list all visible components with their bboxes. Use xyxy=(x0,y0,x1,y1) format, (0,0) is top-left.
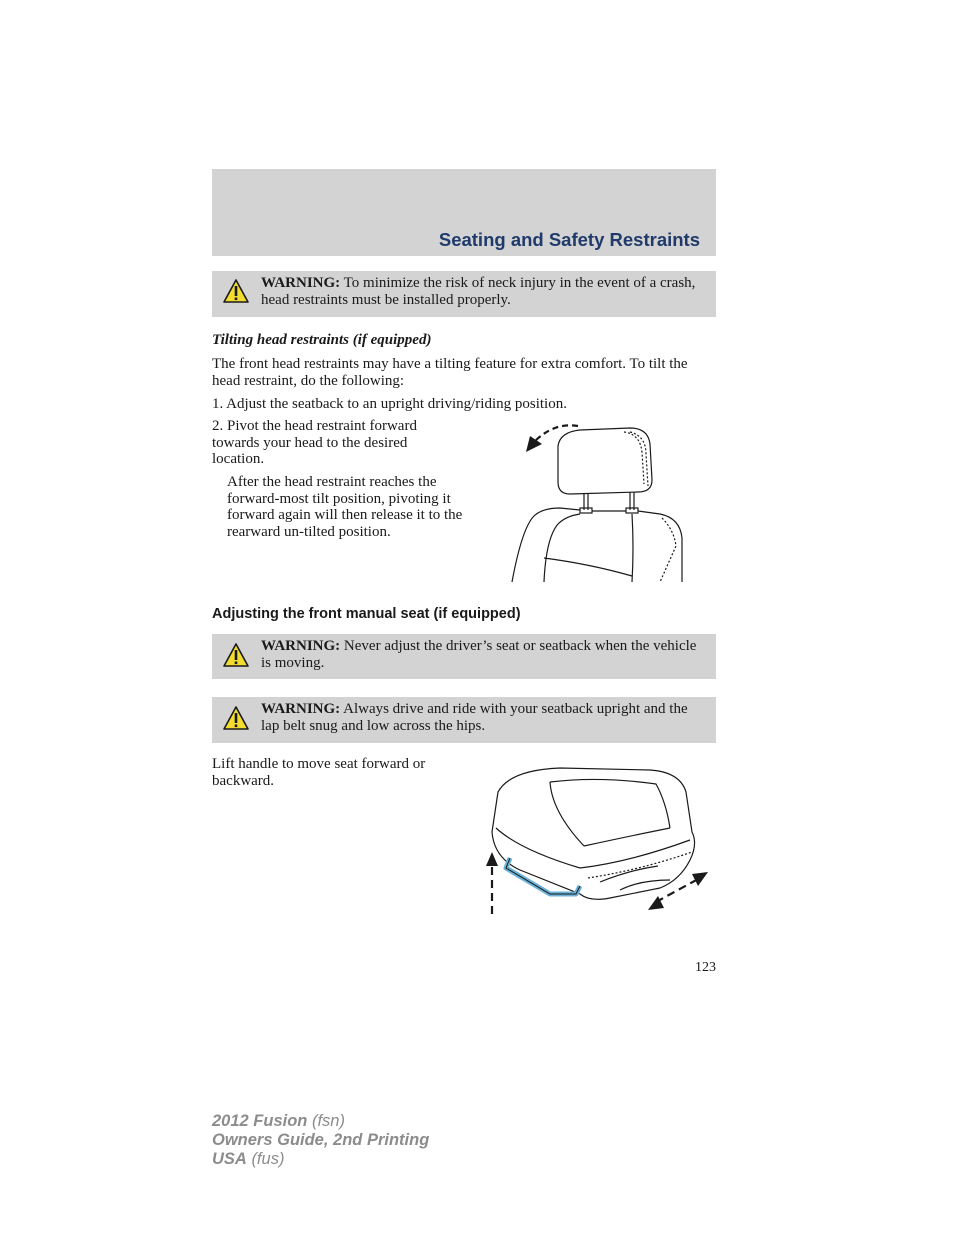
warning-box-neck-injury xyxy=(212,271,716,317)
section-header xyxy=(212,169,716,256)
warning-label: WARNING: xyxy=(261,275,341,291)
footer-model-code: (fsn) xyxy=(311,1112,345,1130)
warning-box-seatback-upright xyxy=(212,697,716,743)
warning-body: Never adjust the driver’s seat or seatback when the vehicle is moving. xyxy=(261,638,697,671)
warning-text xyxy=(261,275,707,308)
warning-body: Always drive and ride with your seatback upright and the lap belt snug and low across the hips. xyxy=(261,701,688,734)
head-restraint-illustration xyxy=(500,418,690,586)
warning-text xyxy=(261,638,707,671)
footer-market: USA xyxy=(212,1150,247,1168)
warning-label: WARNING: xyxy=(261,638,341,654)
footer-market-code: (fus) xyxy=(251,1150,285,1168)
warning-text xyxy=(261,701,707,734)
warning-label: WARNING: xyxy=(261,701,341,717)
footer-model: 2012 Fusion xyxy=(212,1112,308,1130)
document-footer xyxy=(212,1112,429,1169)
page-number: 123 xyxy=(695,960,716,975)
footer-guide: Owners Guide, 2nd Printing xyxy=(212,1131,430,1149)
step-2: 2. Pivot the head restraint forward towards your head to the desired location. xyxy=(212,418,417,467)
warning-triangle-icon xyxy=(222,705,250,731)
warning-box-driver-seat xyxy=(212,634,716,679)
warning-triangle-icon xyxy=(222,278,250,304)
seat-cushion-illustration xyxy=(480,762,716,922)
warning-body: To minimize the risk of neck injury in the event of a crash, head restraints must be installed properly. xyxy=(261,275,696,308)
section-title: Seating and Safety Restraints xyxy=(438,229,700,250)
step-note: After the head restraint reaches the forward-most tilt position, pivoting it forward again will then release it to the rearward un-tilted position. xyxy=(227,474,463,540)
subheading-tilting-head-restraints: Tilting head restraints (if equipped) xyxy=(212,332,432,348)
subheading-adjusting-front-seat: Adjusting the front manual seat (if equipped) xyxy=(212,606,521,622)
intro-paragraph: The front head restraints may have a tilting feature for extra comfort. To tilt the head restraint, do the following: xyxy=(212,356,688,389)
step-1: 1. Adjust the seatback to an upright driving/riding position. xyxy=(212,396,567,412)
warning-triangle-icon xyxy=(222,642,250,668)
seat-adjust-instruction: Lift handle to move seat forward or backward. xyxy=(212,756,426,789)
